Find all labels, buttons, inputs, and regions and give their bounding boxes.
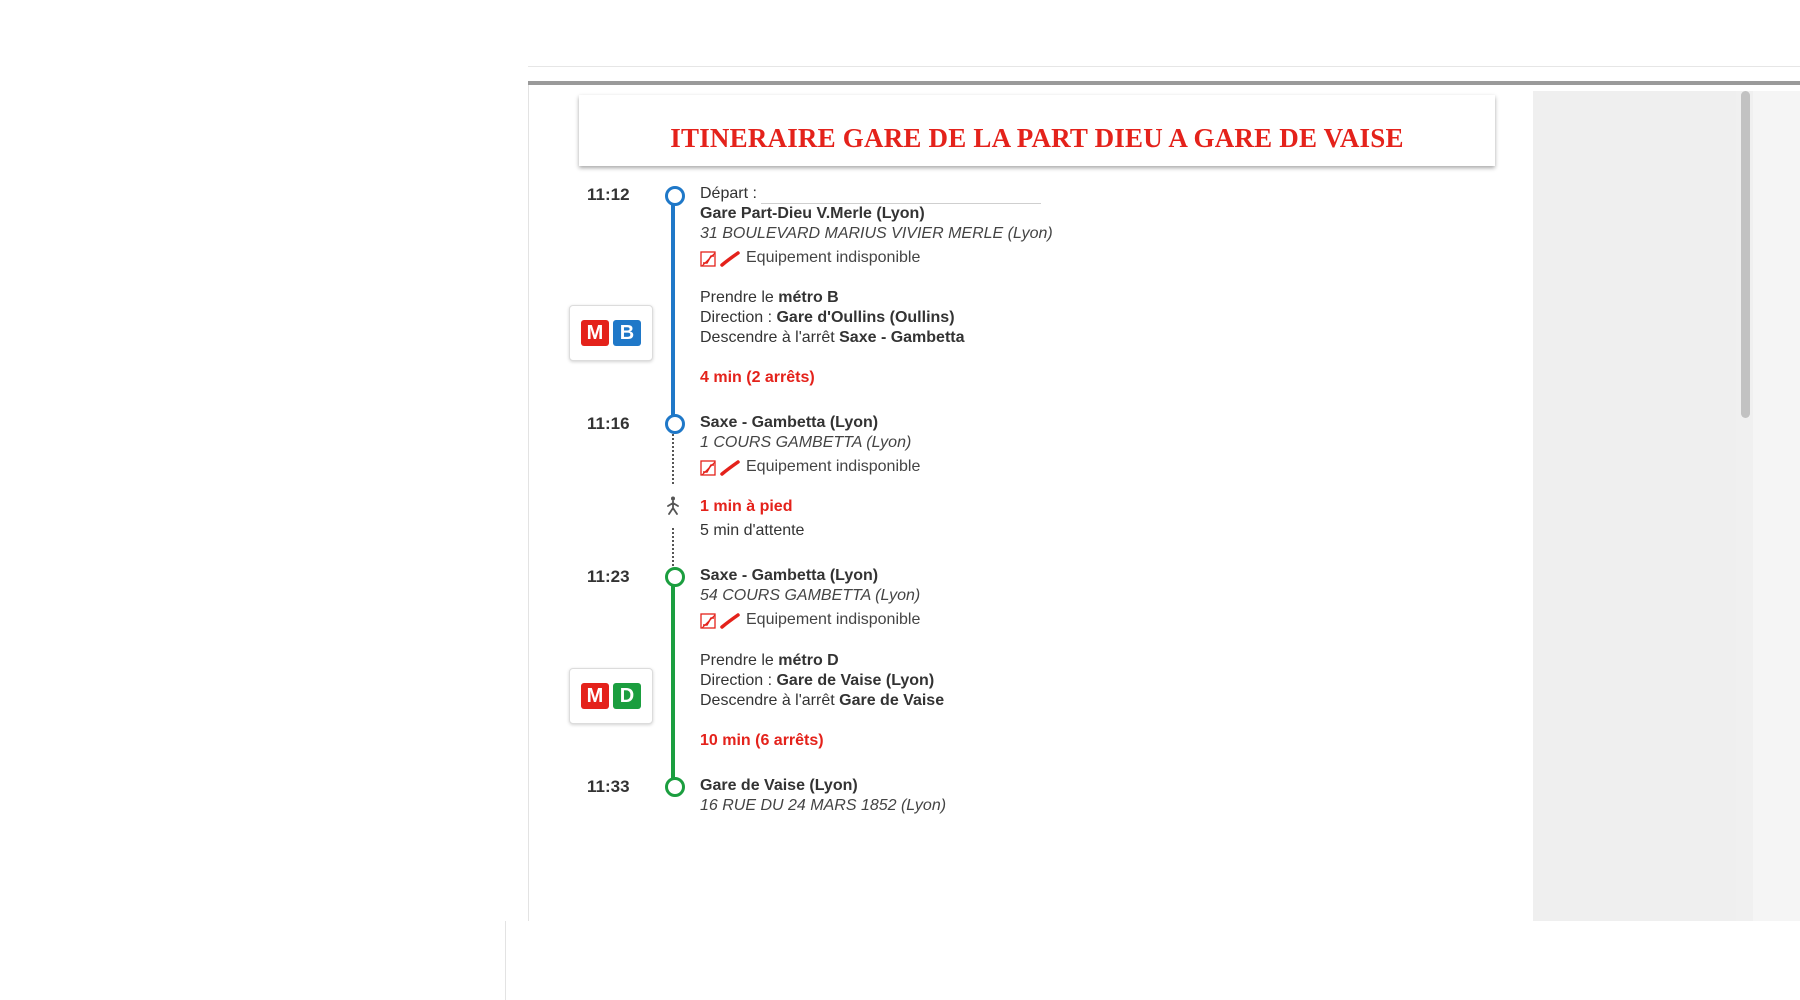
stop-address: 16 RUE DU 24 MARS 1852 (Lyon) bbox=[700, 797, 947, 814]
equipment-label: Equipement indisponible bbox=[746, 458, 921, 475]
departure-row bbox=[700, 184, 1041, 204]
line-b-segment bbox=[671, 198, 675, 423]
leg-direction: Direction : Gare d'Oullins (Oullins) bbox=[700, 309, 955, 326]
stop-node bbox=[665, 186, 685, 206]
stop-name: Gare Part-Dieu V.Merle (Lyon) bbox=[700, 205, 925, 222]
escalator-icon bbox=[700, 251, 714, 266]
stop-address: 1 COURS GAMBETTA (Lyon) bbox=[700, 434, 912, 451]
escalator-icon bbox=[700, 460, 714, 475]
window-top-border bbox=[528, 66, 1800, 67]
leg-alight: Descendre à l'arrêt Saxe - Gambetta bbox=[700, 329, 965, 346]
step-time: 11:12 bbox=[587, 185, 630, 204]
stop-address: 31 BOULEVARD MARIUS VIVIER MERLE (Lyon) bbox=[700, 225, 1053, 242]
stop-node bbox=[665, 414, 685, 434]
page-top-bar bbox=[528, 81, 1800, 85]
escalator-icon bbox=[700, 613, 714, 628]
metro-mode-icon: M bbox=[581, 320, 609, 346]
equipment-status bbox=[700, 249, 920, 267]
line-d-segment bbox=[671, 580, 675, 778]
step-time: 11:16 bbox=[587, 414, 630, 433]
stop-name: Saxe - Gambetta (Lyon) bbox=[700, 414, 879, 431]
window-right-edge bbox=[1753, 91, 1800, 921]
step-time: 11:33 bbox=[587, 777, 630, 796]
leg-duration: 10 min (6 arrêts) bbox=[700, 732, 824, 749]
leg-alight: Descendre à l'arrêt Gare de Vaise bbox=[700, 692, 945, 709]
page-left-border-lower bbox=[505, 921, 506, 1000]
walk-connector-upper bbox=[672, 434, 674, 484]
equipment-label: Equipement indisponible bbox=[746, 249, 921, 266]
page-left-border bbox=[528, 85, 529, 921]
equipment-status bbox=[700, 458, 920, 476]
metro-b-badge bbox=[569, 305, 653, 361]
departure-field[interactable] bbox=[761, 189, 1041, 204]
metro-mode-icon: M bbox=[581, 683, 609, 709]
equipment-status bbox=[700, 611, 920, 629]
stop-node bbox=[665, 567, 685, 587]
elevator-unavailable-icon bbox=[720, 460, 740, 475]
page-title: ITINERAIRE GARE DE LA PART DIEU A GARE DE VAISE bbox=[670, 123, 1404, 153]
leg-direction: Direction : Gare de Vaise (Lyon) bbox=[700, 672, 935, 689]
pedestrian-icon bbox=[665, 496, 681, 519]
metro-d-badge bbox=[569, 668, 653, 724]
leg-duration: 4 min (2 arrêts) bbox=[700, 369, 815, 386]
line-b-icon: B bbox=[613, 320, 641, 346]
line-d-icon: D bbox=[613, 683, 641, 709]
leg-take: Prendre le métro D bbox=[700, 652, 839, 669]
elevator-unavailable-icon bbox=[720, 613, 740, 628]
scrollbar-thumb[interactable] bbox=[1741, 91, 1750, 418]
walk-duration: 1 min à pied bbox=[700, 498, 793, 515]
wait-duration: 5 min d'attente bbox=[700, 522, 805, 539]
stop-node bbox=[665, 777, 685, 797]
stop-address: 54 COURS GAMBETTA (Lyon) bbox=[700, 587, 921, 604]
step-time: 11:23 bbox=[587, 567, 630, 586]
equipment-label: Equipement indisponible bbox=[746, 611, 921, 628]
title-banner bbox=[579, 95, 1495, 166]
walk-connector-lower bbox=[672, 528, 674, 566]
elevator-unavailable-icon bbox=[720, 251, 740, 266]
departure-label: Départ : bbox=[700, 185, 757, 202]
stop-name: Gare de Vaise (Lyon) bbox=[700, 777, 858, 794]
page-right-margin bbox=[1533, 91, 1753, 921]
leg-take: Prendre le métro B bbox=[700, 289, 839, 306]
stop-name: Saxe - Gambetta (Lyon) bbox=[700, 567, 879, 584]
